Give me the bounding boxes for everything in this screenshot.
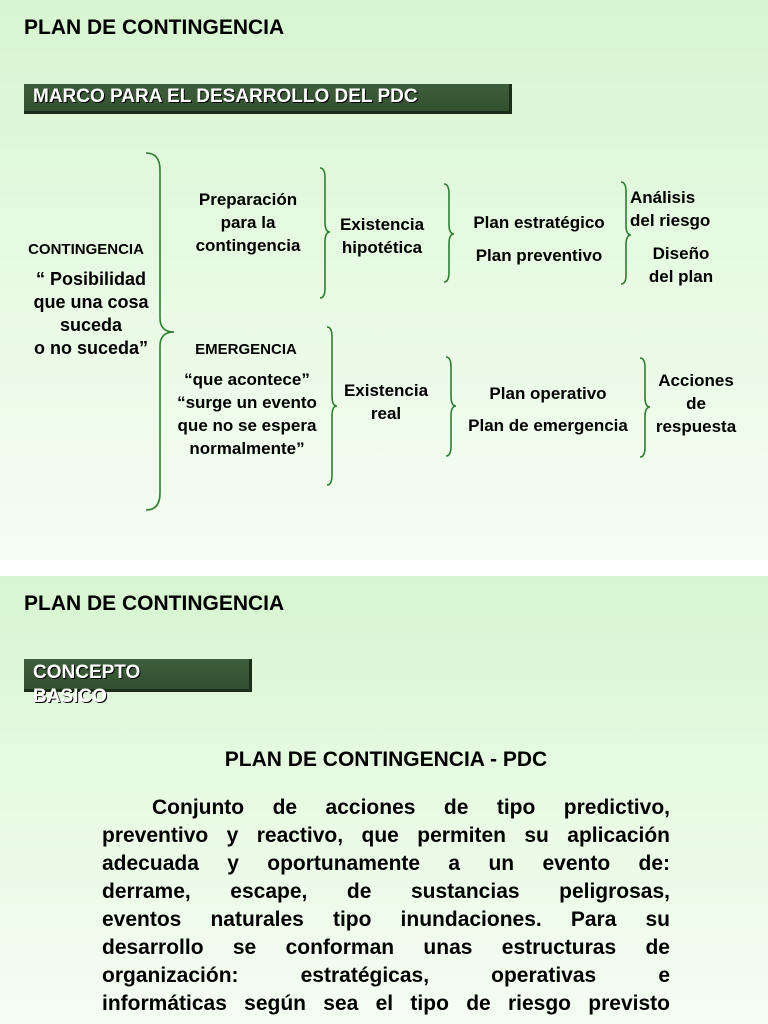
emergencia-label: EMERGENCIA — [195, 341, 297, 358]
contingencia-label: CONTINGENCIA — [28, 241, 144, 258]
plan-emergencia: Plan de emergencia — [468, 416, 628, 435]
prep-bracket — [320, 168, 330, 298]
paragraph-line: desarrollo se conforman unas estructuras de — [102, 936, 670, 959]
existencia-real: Existencia real — [343, 381, 429, 423]
paragraph-line: informáticas según sea el tipo de riesgo previsto — [102, 992, 670, 1015]
paragraph-line: organización: estratégicas, operativas e — [102, 964, 670, 987]
concept-paragraph — [102, 794, 670, 1018]
plan-preventivo: Plan preventivo — [475, 246, 603, 265]
real-bracket — [446, 357, 456, 456]
paragraph-line: eventos naturales tipo inundaciones. Para su — [102, 908, 670, 931]
slide-title: PLAN DE CONTINGENCIA — [24, 592, 285, 615]
plan-operativo: Plan operativo — [489, 384, 607, 403]
hip-bracket — [444, 184, 454, 282]
paragraph-line: Conjunto de acciones de tipo predictivo, — [152, 796, 670, 819]
paragraph-line: preventivo y reactivo, que permiten su aplicación — [102, 824, 670, 847]
preparacion-text: Preparación para la contingencia — [195, 190, 301, 255]
paragraph-line: adecuada y oportunamente a un evento de: — [102, 852, 670, 875]
paragraph-line: derrame, escape, de sustancias peligrosas, — [102, 880, 670, 903]
section-bar: CONCEPTO BASICO — [24, 659, 252, 692]
emergencia-definition: “que acontece” “surge un evento que no se espera normalmente” — [177, 370, 317, 458]
plan-estrategico: Plan estratégico — [473, 213, 605, 232]
existencia-hipotetica: Existencia hipotética — [339, 215, 425, 257]
acciones-respuesta: Acciones de respuesta — [655, 371, 737, 436]
section-bar: MARCO PARA EL DESARROLLO DEL PDC — [24, 84, 512, 114]
contingencia-definition: “ Posibilidad que una cosa suceda o no suceda” — [33, 269, 149, 358]
concept-heading: PLAN DE CONTINGENCIA - PDC — [224, 748, 548, 771]
analisis-riesgo: Análisis del riesgo — [630, 188, 711, 230]
slide-concepto — [0, 576, 768, 1024]
diseno-plan: Diseño del plan — [648, 244, 714, 286]
slide-title: PLAN DE CONTINGENCIA — [24, 16, 285, 39]
